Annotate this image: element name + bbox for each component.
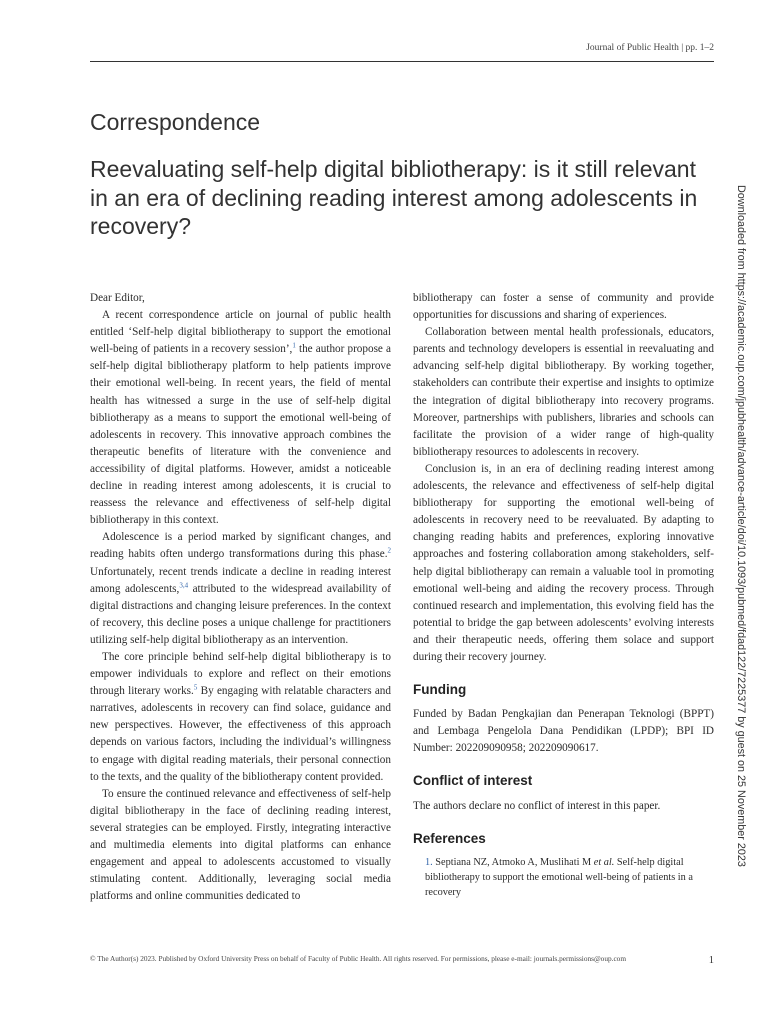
funding-heading: Funding xyxy=(413,682,467,698)
download-note: Downloaded from https://academic.oup.com/jpubhealth/advance-article/doi/10.1093/pubmed/fdad122/7225377 by guest on 25 November 2023 xyxy=(735,185,747,867)
conflict-text: The authors declare no conflict of interest in this paper. xyxy=(413,799,661,812)
citation-link[interactable]: 2 xyxy=(387,546,391,555)
paragraph-3: The core principle behind self-help digital bibliotherapy is to empower individuals to explore and reflect on their emotions through literary works.$^5$ By engaging with relatable characters and narratives, adolescents in recovery can find solace, guidance and new perspectives. However, the effectiveness of this approach depends on various factors, including the individual’s willingness to engage with digital reading materials, their personal connection to the texts, and the quality of the bibliotherapy content provided. xyxy=(90,650,391,783)
paragraph-5: bibliotherapy can foster a sense of community and provide opportunities for discussions and sharing of experiences. xyxy=(413,292,714,322)
paragraph-1: A recent correspondence article on journal of public health entitled ‘Self-help digital bibliotherapy to support the emotional well-being of patients in a recovery session’,$^1$ the author propose a self-help digital bibliotherapy platform to help patients improve their emotional well-being. In recent years, the field of mental health has witnessed a surge in the use of self-help digital bibliotherapy as a means to support the emotional well-being of adolescents in recovery. This innovative approach combines the therapeutic benefits of literature with the convenience and accessibility of digital platforms. However, amidst a noticeable decline in reading interest among adolescents, it is crucial to reassess the relevance and effectiveness of self-help digital bibliotherapy in this context. xyxy=(90,309,391,527)
reference-item: 1. Septiana NZ, Atmoko A, Muslihati M et al. Self-help digital bibliotherapy to support the emotional well-being of patients in a recovery xyxy=(425,856,693,898)
citation-link[interactable]: 5 xyxy=(193,683,198,692)
copyright-footer: © The Author(s) 2023. Published by Oxford University Press on behalf of Faculty of Public Health. All rights reserved. For permissions, please e-mail: journals.permissions@oup.com xyxy=(90,954,627,963)
paragraph-6: Collaboration between mental health professionals, educators, parents and technology developers is essential in reevaluating and advancing self-help digital bibliotherapy. By working together, stakeholders can contribute their expertise and insights to optimize the integration of digital bibliotherapy into recovery programs. Moreover, partnerships with publishers, libraries and schools can facilitate the provision of a wider range of high-quality bibliotherapy resources to adolescents in recovery. xyxy=(413,326,714,458)
conflict-heading: Conflict of interest xyxy=(413,773,533,789)
header-divider xyxy=(90,61,714,62)
paragraph-4: To ensure the continued relevance and effectiveness of self-help digital bibliotherapy in the face of declining reading interest, several strategies can be employed. Firstly, integrating interactive and multimedia elements into digital platforms can enhance engagement and appeal to adolescents accustomed to visually stimulating content. Additionally, leveraging social media platforms and online communities dedicated to xyxy=(90,787,391,903)
paragraph-7: Conclusion is, in an era of declining reading interest among adolescents, the relevance and effectiveness of self-help digital bibliotherapy for supporting the emotional well-being of adolescents in recovery need to be reevaluated. By adapting to changing reading habits and preferences, exploring innovative approaches and fostering collaboration among stakeholders, self-help digital bibliotherapy can remain a valuable tool in promoting emotional well-being and aiding the recovery process. Through continued research and implementation, this evolving field has the potential to bridge the gap between adolescents’ evolving interests and their therapeutic needs, offering them solace and support during their recovery journey. xyxy=(413,462,714,663)
page-number: 1 xyxy=(708,955,714,966)
citation-link[interactable]: 3,4 xyxy=(179,580,189,589)
citation-link[interactable]: 1 xyxy=(292,341,296,350)
funding-text: Funded by Badan Pengkajian dan Penerapan Teknologi (BPPT) and Lembaga Pengelola Dana Pendidikan (LPDP); BPI ID Number: 202209090958; 202209090617. xyxy=(413,708,714,755)
left-column xyxy=(90,290,391,905)
paragraph-2: Adolescence is a period marked by significant changes, and reading habits often undergo transformations during this phase.$^2$ Unfortunately, recent trends indicate a decline in reading interest among adolescents,$^{3,4}$ attributed to the widespread availability of digital distractions and changing leisure preferences. In the context of recovery, this decline poses a unique challenge for practitioners utilizing self-help digital bibliotherapy as an intervention. xyxy=(90,531,391,646)
right-column xyxy=(413,290,714,900)
journal-header: Journal of Public Health | pp. 1–2 xyxy=(586,43,714,53)
download-note-vertical xyxy=(732,185,752,905)
references-heading: References xyxy=(413,830,486,846)
reference-number-link[interactable]: 1. xyxy=(425,856,433,868)
salutation: Dear Editor, xyxy=(90,292,145,304)
section-label: Correspondence xyxy=(90,109,261,135)
article-title: Reevaluating self-help digital bibliotherapy: is it still relevant in an era of declining reading interest among adolescents in recovery? xyxy=(90,156,698,239)
